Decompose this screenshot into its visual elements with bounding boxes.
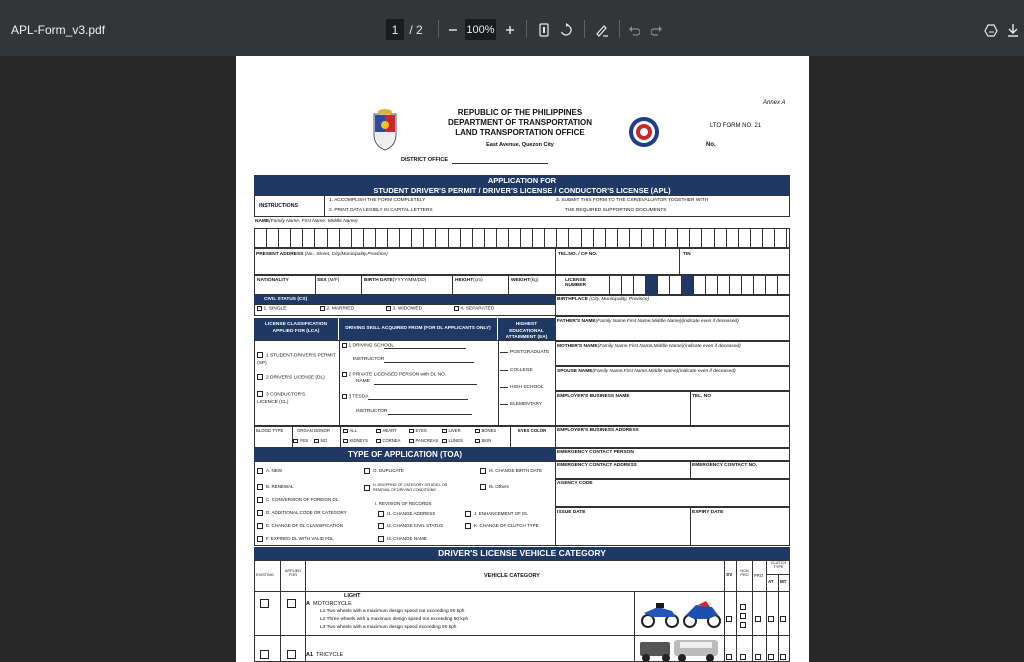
birth-date-label[interactable]: BIRTH DATE(YYYY/MM/DD) (364, 278, 427, 283)
name-field[interactable] (254, 228, 790, 248)
row1-organ-liver[interactable]: LIVER (442, 428, 475, 433)
toa-i3[interactable]: I3. CHANGE NAME (378, 536, 427, 542)
name-char-cell[interactable] (388, 229, 400, 247)
name-char-cell[interactable] (376, 229, 388, 247)
name-char-cell[interactable] (485, 229, 497, 247)
hea-postgrad[interactable]: POSTGRADUATE (500, 350, 549, 355)
drive-icon[interactable] (983, 19, 999, 40)
employer-address-label: EMPLOYER'S BUSINESS ADDRESS (557, 428, 639, 433)
toa-i2[interactable]: I2. CHANGE CIVIL STATUS (378, 523, 443, 529)
pro-checkbox[interactable] (755, 616, 761, 622)
license-char-cell[interactable] (598, 275, 610, 295)
at-checkbox[interactable] (768, 654, 774, 660)
name-char-cell[interactable] (315, 229, 327, 247)
toa-i5[interactable]: I5. Others (480, 484, 509, 490)
rotate-icon[interactable] (559, 19, 573, 40)
divider (584, 20, 585, 38)
hea-highschool[interactable]: HIGH SCHOOL (500, 385, 544, 390)
divider (254, 591, 790, 592)
name-char-cell[interactable] (436, 229, 448, 247)
divider (736, 560, 737, 662)
divider (374, 384, 477, 385)
tin-label[interactable]: TIN (683, 252, 691, 257)
lca-sp[interactable]: 1 STUDENT-DRIVER'S PERMIT (SP) (257, 353, 336, 367)
name-char-cell[interactable] (702, 229, 714, 247)
name-char-cell[interactable] (352, 229, 364, 247)
cat-a-l1: L1 Two wheels with a maximum design speed not exceeding 50 kph (320, 609, 465, 614)
header-line2: DEPARTMENT OF TRANSPORTATION (448, 118, 592, 127)
name-char-cell[interactable] (412, 229, 424, 247)
lca-dl[interactable]: 2 DRIVER'S LICENSE (DL) (257, 374, 325, 380)
district-line (452, 163, 548, 164)
row2-organ-skin[interactable]: SKIN (475, 438, 508, 443)
divider (498, 340, 499, 426)
row1-organ-bones[interactable]: BONES (475, 428, 508, 433)
cat-a-existing-checkbox[interactable] (260, 599, 269, 608)
cat-a1-applied-checkbox[interactable] (287, 650, 296, 659)
toa-g[interactable]: G. DUPLICATE (364, 468, 404, 474)
row2-organ-kidneys[interactable]: KIDNEYS (343, 438, 376, 443)
toa-f[interactable]: F. EXPIRED DL WITH VALID FDL (257, 536, 334, 542)
divider (305, 560, 306, 662)
name-char-cell[interactable] (642, 229, 654, 247)
divider (690, 391, 691, 426)
name-char-cell[interactable] (303, 229, 315, 247)
divider (752, 560, 753, 662)
nationality-label[interactable]: NATIONALITY (257, 278, 289, 283)
license-char-cell[interactable] (718, 275, 730, 295)
pdf-toolbar (0, 0, 1024, 56)
row1-organ-heart[interactable]: HEART (376, 428, 409, 433)
divider (315, 275, 316, 295)
cs-single[interactable]: 1. SINGLE (257, 306, 286, 312)
col-pro: PRO (754, 573, 764, 578)
vehicle-category-header: DRIVER'S LICENSE VEHICLE CATEGORY (254, 547, 790, 560)
emergency-person-label: EMERGENCY CONTACT PERSON (557, 450, 634, 455)
dsa-driving-school[interactable]: 1 DRIVING SCHOOL (342, 343, 394, 349)
toa-c[interactable]: C. CONVERSION OF FOREIGN DL (257, 497, 338, 503)
toa-i: I. REVISION OF RECORDS (375, 501, 432, 506)
spouse-label: SPOUSE NAME(Family Name,First Name,Middle Name)(indicate even if deceased) (557, 369, 736, 374)
divider (438, 20, 439, 38)
fit-page-icon[interactable] (537, 19, 551, 40)
lca-cl[interactable]: 3 CONDUCTOR'S LICENCE (CL) (257, 392, 306, 406)
organ-yes[interactable]: YES (293, 438, 308, 443)
license-char-cell[interactable] (778, 275, 790, 295)
license-char-cell[interactable] (754, 275, 766, 295)
instruction-3: 3. SUBMIT THIS FORM TO THE CSR/EVALUATOR TOGETHER WITH (556, 198, 709, 203)
plus-icon[interactable] (503, 19, 517, 40)
page-count: / 2 (409, 22, 423, 37)
name-char-cell[interactable] (533, 229, 545, 247)
lto-seal-icon (627, 112, 661, 152)
dsa-instructor-1[interactable]: INSTRUCTOR (353, 357, 385, 362)
mother-label: MOTHER'S NAME(Family Name,First Name,Middle Name)(indicate even if deceased) (557, 344, 741, 349)
toa-i1[interactable]: I1. CHANGE ADDRESS (378, 511, 435, 517)
col-at: AT (768, 579, 774, 584)
divider (292, 426, 293, 448)
license-char-cell[interactable] (622, 275, 634, 295)
cat-a1-existing-checkbox[interactable] (260, 650, 269, 659)
name-char-cell[interactable] (763, 229, 775, 247)
hea-elementary[interactable]: ELEMENTARY (500, 402, 542, 407)
divider (384, 362, 474, 363)
col-nonpro: NON PRO (740, 569, 749, 577)
col-existing: EXISTING (256, 573, 274, 577)
divider (368, 399, 468, 400)
divider (619, 20, 620, 38)
document-viewer[interactable] (0, 56, 1024, 662)
issue-date-label: ISSUE DATE (557, 510, 586, 515)
divider (452, 275, 453, 295)
row2-organ-pancreas[interactable]: PANCREAS (409, 438, 442, 443)
tricycle-image (638, 638, 722, 662)
instruction-3b: THE REQUIRED SUPPORTING DOCUMENTS (565, 208, 667, 213)
form-no-label: No. (706, 142, 716, 148)
license-char-cell[interactable] (742, 275, 754, 295)
name-char-cell[interactable] (715, 229, 727, 247)
cat-a1-title: A1 TRICYCLE (306, 652, 344, 658)
cat-a-light: LIGHT (344, 593, 361, 599)
name-char-cell[interactable] (606, 229, 618, 247)
divider (679, 248, 680, 275)
license-number-label[interactable]: LICENSE NUMBER (565, 278, 587, 288)
license-char-cell[interactable] (706, 275, 718, 295)
divider (724, 560, 725, 662)
father-label: FATHER'S NAME(Family Name,First Name,Middle Name)(indicate even if deceased) (557, 319, 739, 324)
name-char-cell[interactable] (267, 229, 279, 247)
height-label[interactable]: HEIGHT(cm) (455, 278, 483, 283)
emergency-no-label: EMERGENCY CONTACT NO. (692, 463, 758, 468)
nonpro-checkbox[interactable] (740, 622, 746, 628)
organ-no[interactable]: NO (314, 438, 327, 443)
toa-j[interactable]: J. ENHANCEMENT OF DL (465, 511, 528, 517)
divider (634, 591, 635, 662)
row1-organ-eyes[interactable]: EYES (409, 428, 442, 433)
at-checkbox[interactable] (768, 616, 774, 622)
divider (324, 195, 325, 217)
employer-name-label: EMPLOYER'S BUSINESS NAME (557, 394, 630, 399)
nonpro-checkbox[interactable] (740, 613, 746, 619)
pdf-page (236, 56, 809, 662)
name-char-cell[interactable] (424, 229, 436, 247)
divider (508, 275, 509, 295)
hea-college[interactable]: COLLEGE (500, 368, 533, 373)
mt-checkbox[interactable] (780, 616, 786, 622)
header-line1: REPUBLIC OF THE PHILIPPINES (457, 108, 583, 117)
annotate-icon[interactable] (594, 19, 610, 40)
nonpro-checkbox[interactable] (740, 604, 746, 610)
row2-organ-lungs[interactable]: LUNGS (442, 438, 475, 443)
name-char-cell[interactable] (630, 229, 642, 247)
header-address: East Avenue, Quezon City (486, 142, 554, 148)
weight-label[interactable]: WEIGHT(kg) (511, 278, 539, 283)
pro-checkbox[interactable] (755, 654, 761, 660)
name-char-cell[interactable] (461, 229, 473, 247)
divider (280, 560, 281, 662)
divider (778, 574, 779, 662)
instruction-2: 2. PRINT DATA LEGIBLY IN CAPITAL LETTERS (329, 208, 433, 213)
issue-expiry-box[interactable] (555, 507, 790, 546)
name-char-cell[interactable] (545, 229, 557, 247)
name-char-cell[interactable] (678, 229, 690, 247)
name-char-cell[interactable] (449, 229, 461, 247)
organs-row-1 (343, 428, 508, 433)
name-char-cell[interactable] (739, 229, 751, 247)
organs-row-2 (343, 438, 508, 443)
name-char-cell[interactable] (279, 229, 291, 247)
license-char-cell[interactable] (670, 275, 682, 295)
toa-d[interactable]: D. ADDITIONAL CODE OR CATEGORY (257, 510, 347, 516)
license-char-cell[interactable] (634, 275, 646, 295)
name-char-cell[interactable] (400, 229, 412, 247)
license-char-cell[interactable] (658, 275, 670, 295)
name-char-cell[interactable] (569, 229, 581, 247)
redo-icon[interactable] (650, 19, 664, 40)
name-char-cell[interactable] (690, 229, 702, 247)
name-char-cell[interactable] (775, 229, 787, 247)
name-char-cell[interactable] (582, 229, 594, 247)
divider (555, 248, 556, 275)
name-char-cell[interactable] (340, 229, 352, 247)
blood-type-label[interactable]: BLOOD TYPE (256, 428, 284, 433)
cs-separated[interactable]: 4. SEPARATED (454, 306, 494, 312)
divider (766, 560, 767, 662)
agency-code-label: AGENCY CODE (557, 481, 593, 486)
cat-a-l3: L3 Two wheels with a maximum design speed exceeding 50 kph (320, 625, 457, 630)
license-char-cell[interactable] (610, 275, 622, 295)
birthplace-label: BIRTHPLACE (City, Municipality, Province) (557, 297, 650, 302)
present-address-label[interactable]: PRESENT ADDRESS (No., Street, City/Municipality,Province) (256, 252, 388, 257)
header-block (420, 108, 620, 150)
divider (254, 635, 790, 636)
dsa-instructor-2[interactable]: INSTRUCTOR (356, 409, 388, 414)
name-char-cell[interactable] (255, 229, 267, 247)
annex-label: Annex A (763, 100, 786, 106)
col-mt: MT (780, 579, 787, 584)
name-char-cell[interactable] (364, 229, 376, 247)
divider (510, 426, 511, 448)
name-label: NAME(Family Name, First Name, Middle Name) (255, 219, 358, 224)
ph-seal-icon (370, 108, 400, 152)
sex-label[interactable]: SEX (M/F) (317, 278, 340, 283)
cs-married[interactable]: 2. MARRIED (320, 306, 354, 312)
col-vehicle-category: VEHICLE CATEGORY (484, 573, 540, 579)
name-char-cell[interactable] (291, 229, 303, 247)
cs-widowed[interactable]: 3. WIDOWED (386, 306, 422, 312)
form-title-bar (254, 175, 790, 195)
current-page-input[interactable]: 1 (386, 19, 404, 40)
toa-k[interactable]: K. CHANGE OF CLUTCH TYPE (465, 523, 539, 529)
sv-checkbox[interactable] (726, 654, 732, 660)
license-char-cell[interactable] (646, 275, 658, 295)
divider (339, 340, 340, 426)
divider (361, 275, 362, 295)
divider (766, 574, 790, 575)
instruction-1: 1. ACCOMPLISH THE FORM COMPLETELY (329, 198, 426, 203)
cat-a-title: A MOTORCYCLE (306, 601, 352, 607)
dsa-name[interactable]: NAME (356, 379, 370, 384)
name-char-cell[interactable] (521, 229, 533, 247)
divider (526, 20, 527, 38)
dsa-private[interactable]: 2 PRIVATE LICENSED PERSON with DL NO. (342, 372, 446, 378)
license-char-cell[interactable] (682, 275, 694, 295)
form-number: LTO FORM NO. 21 (710, 123, 762, 129)
civil-status-header: CIVIL STATUS (CS) (254, 295, 556, 304)
zoom-input[interactable]: 100% (465, 19, 496, 40)
undo-icon[interactable] (627, 19, 641, 40)
toa-e[interactable]: E. CHANGE OF DL CLASSIFICATION (257, 523, 343, 529)
divider (388, 414, 472, 415)
hea-header: HIGHEST EDUCATIONAL ATTAINMENT (EA) (498, 318, 555, 340)
dsa-tesda[interactable]: 3 TESDA (342, 394, 368, 400)
minus-icon[interactable] (446, 19, 460, 40)
toa-a[interactable]: A. NEW (257, 468, 282, 474)
license-char-cell[interactable] (730, 275, 742, 295)
name-char-cell[interactable] (473, 229, 485, 247)
expiry-date-label: EXPIRY DATE (692, 510, 724, 515)
cat-a-applied-checkbox[interactable] (287, 599, 296, 608)
download-icon[interactable] (1006, 19, 1020, 40)
mt-checkbox[interactable] (780, 654, 786, 660)
form-title-1: APPLICATION FOR (487, 176, 557, 185)
organ-donor-label: ORGAN DONOR (297, 428, 330, 433)
row1-organ-all[interactable]: ALL (343, 428, 376, 433)
name-char-cell[interactable] (594, 229, 606, 247)
emergency-address-label: EMERGENCY CONTACT ADDRESS (557, 463, 637, 468)
sv-checkbox[interactable] (726, 616, 732, 622)
file-name: APL-Form_v3.pdf (11, 23, 106, 37)
dsa-header: DRIVING SKILL ACQUIRED FROM (FOR DL APPLICANTS ONLY) (339, 318, 497, 340)
license-char-cell[interactable] (694, 275, 706, 295)
lca-header: LICENSE CLASSIFICATION APPLIED FOR (LCA) (254, 318, 338, 340)
name-char-cell[interactable] (666, 229, 678, 247)
toa-header: TYPE OF APPLICATION (TOA) (254, 448, 556, 461)
divider (690, 461, 691, 479)
nonpro-checkbox[interactable] (740, 654, 746, 660)
toa-b[interactable]: B. RENEWAL (257, 484, 294, 490)
employer-tel-label: TEL. NO (692, 394, 711, 399)
district-label: DISTRICT OFFICE (401, 157, 449, 163)
toa-h[interactable]: H. DROPPING OF CATEGORY OR ADD'L OR REMOVAL OF DRIVING CONDITIONS (364, 483, 447, 493)
name-char-cell[interactable] (654, 229, 666, 247)
tel-cp-label[interactable]: TEL.NO. / CP NO. (558, 252, 598, 257)
name-char-cell[interactable] (557, 229, 569, 247)
name-char-cell[interactable] (509, 229, 521, 247)
divider (384, 348, 466, 349)
col-clutch: CLUTCH TYPE (770, 561, 787, 569)
col-applied: APPLIED FOR (284, 569, 302, 577)
toa-i4[interactable]: I4. CHANGE BIRTH DATE (480, 468, 542, 474)
form-title-2: STUDENT DRIVER'S PERMIT / DRIVER'S LICENSE / CONDUCTOR'S LICENSE (APL) (373, 185, 671, 195)
name-char-cell[interactable] (328, 229, 340, 247)
eyes-color-label[interactable]: EYES COLOR (518, 428, 547, 433)
instructions-label: INSTRUCTIONS (259, 203, 298, 209)
license-char-cell[interactable] (766, 275, 778, 295)
motorcycle-image (638, 595, 722, 629)
header-line3: LAND TRANSPORTATION OFFICE (455, 128, 585, 137)
name-char-cell[interactable] (727, 229, 739, 247)
name-char-cell[interactable] (497, 229, 509, 247)
divider (340, 426, 341, 448)
name-char-cell[interactable] (751, 229, 763, 247)
row2-organ-cornea[interactable]: CORNEA (376, 438, 409, 443)
cat-a-l2: L2 Three wheels with a maximum design speed not exceeding 50 kph (320, 617, 469, 622)
divider (690, 507, 691, 546)
divider (555, 275, 556, 295)
col-sv: SV (726, 573, 733, 578)
license-number-grid[interactable] (598, 275, 790, 295)
name-char-cell[interactable] (618, 229, 630, 247)
